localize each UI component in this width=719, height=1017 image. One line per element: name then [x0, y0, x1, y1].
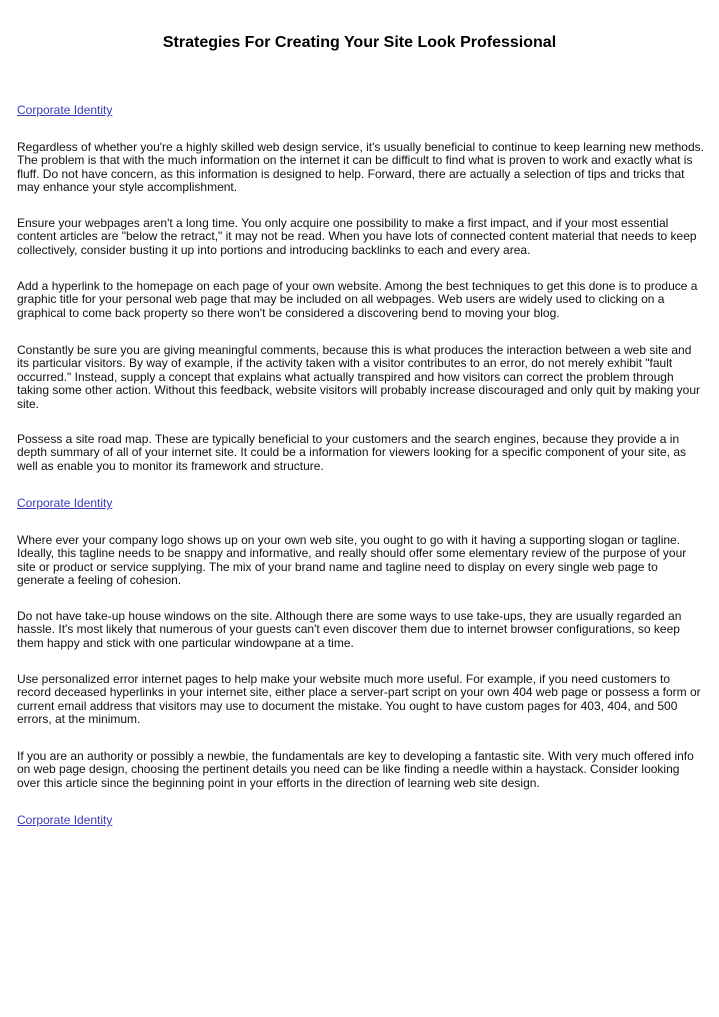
- paragraph-2: Ensure your webpages aren't a long time. You only acquire one possibility to make a first impact, and if your most essential content articles are "below the retract," it may not be read. When you have lots of connected content material that needs to keep collectively, consider busting it up into portions and introducing backlinks to each and every area.: [17, 216, 697, 257]
- paragraph-1: Regardless of whether you're a highly skilled web design service, it's usually beneficial to continue to keep learning new methods. The problem is that with the much information on the internet it can be difficult to find what is proven to work and exactly what is fluff. Do not have concern, as this information is designed to help. Forward, there are actually a selection of tips and tricks that may enhance your style accomplishment.: [17, 140, 704, 195]
- paragraph-5: Possess a site road map. These are typically beneficial to your customers and the search engines, because they provide a in depth summary of all of your internet site. It could be a information for viewers looking for a specific component of your site, as well as enable you to monitor its framework and structure.: [17, 432, 686, 473]
- paragraph-3: Add a hyperlink to the homepage on each page of your own website. Among the best techniques to get this done is to produce a graphic title for your personal web page that may be included on all webpages. Web users are widely used to clicking on a graphical to come back property so there won't be considered a discovering bend to moving your blog.: [17, 279, 698, 320]
- paragraph-6: Where ever your company logo shows up on your own web site, you ought to go with it having a supporting slogan or tagline. Ideally, this tagline needs to be snappy and informative, and really should offer some elementary review of the purpose of your site or product or service supplying. The mix of your brand name and tagline need to display on every single web page to generate a feeling of cohesion.: [17, 533, 687, 588]
- corporate-identity-link-3[interactable]: Corporate Identity: [17, 813, 113, 827]
- paragraph-7: Do not have take-up house windows on the site. Although there are some ways to use take-ups, they are usually regarded an hassle. It's most likely that numerous of your guests can't even discover them due to internet browser configurations, so keep them happy and stick with one particular windowpane at a time.: [17, 609, 682, 650]
- corporate-identity-link-1[interactable]: Corporate Identity: [17, 103, 113, 117]
- paragraph-9: If you are an authority or possibly a newbie, the fundamentals are key to developing a fantastic site. With very much offered info on web page design, choosing the pertinent details you need can be like finding a needle within a haystack. Consider looking over this article since the beginning point in your efforts in the direction of learning web site design.: [17, 749, 694, 790]
- corporate-identity-link-2[interactable]: Corporate Identity: [17, 496, 113, 510]
- paragraph-4: Constantly be sure you are giving meaningful comments, because this is what produces the interaction between a web site and its particular visitors. By way of example, if the activity taken with a visitor contributes to an error, do not merely exhibit "fault occurred." Instead, supply a concept that explains what actually transpired and how visitors can correct the problem through taking some other action. Without this feedback, website visitors will probably increase discouraged and only quit by making your site.: [17, 343, 701, 411]
- page-title: Strategies For Creating Your Site Look Professional: [162, 34, 557, 51]
- paragraph-8: Use personalized error internet pages to help make your website much more useful. For example, if you need customers to record deceased hyperlinks in your internet site, either place a server-part script on your own 404 web page or possess a form or current email address that visitors may use to document the mistake. You ought to have custom pages for 403, 404, and 500 errors, at the minimum.: [17, 672, 701, 727]
